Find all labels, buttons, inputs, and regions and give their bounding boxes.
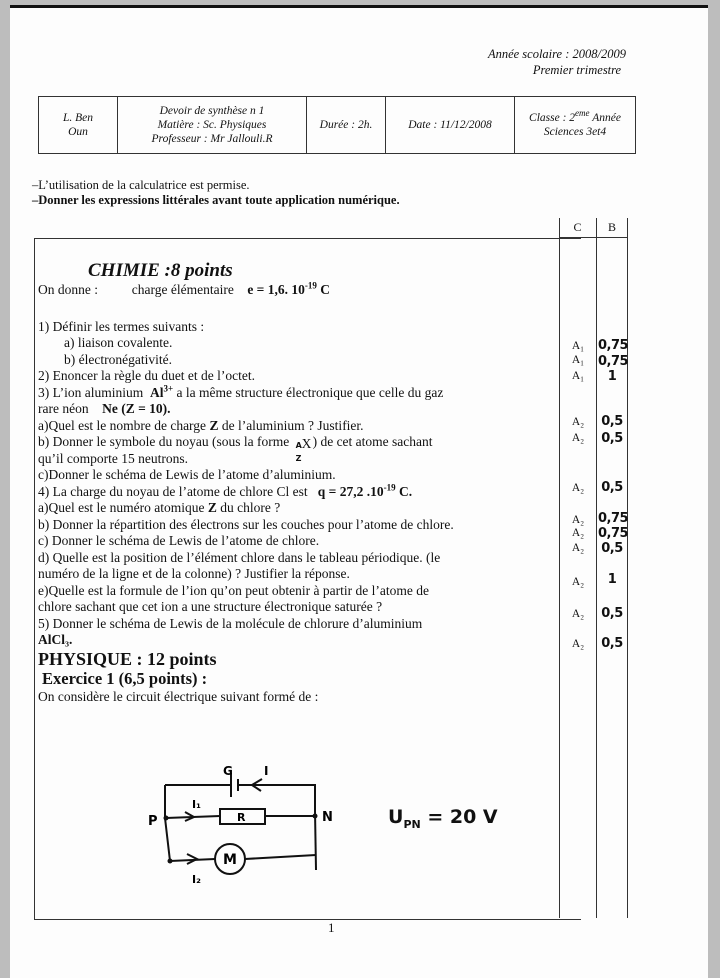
grade-b-6: 0,5 xyxy=(601,480,623,495)
question-4e-cont: chlore sachant que cet ion a une structure électronique saturée ? xyxy=(38,599,383,614)
trimester: Premier trimestre xyxy=(532,63,622,77)
z-symbol: Z xyxy=(209,417,219,433)
grade-b-8: 0,75 xyxy=(598,526,629,541)
label-P: P xyxy=(148,814,158,829)
label-I2: I₂ xyxy=(192,873,201,886)
label-N: N xyxy=(322,810,333,825)
label-G: G xyxy=(223,764,233,778)
grade-b-11: 0,5 xyxy=(601,606,623,621)
given-data xyxy=(38,282,558,299)
page-number: 1 xyxy=(328,920,335,935)
grade-c-4: A₂ xyxy=(571,416,585,428)
question-4a xyxy=(38,500,558,517)
given-exponent: -19 xyxy=(304,280,317,291)
school-cell xyxy=(39,97,118,154)
question-4d-cont: numéro de la ligne et de la colonne) ? Justifier la réponse. xyxy=(38,566,350,581)
question-3b-cont: qu’il comporte 15 neutrons. xyxy=(38,450,188,466)
q3a-text-a: a)Quel est le nombre de charge xyxy=(38,417,207,433)
neon-formula: Ne (Z = 10). xyxy=(102,401,171,416)
question-3-cont xyxy=(38,401,558,418)
column-b-header: B xyxy=(597,218,627,238)
physique-title: PHYSIQUE : 12 points xyxy=(38,648,217,669)
q4-exponent: -19 xyxy=(383,482,396,492)
exercise-1-title: Exercice 1 (6,5 points) : xyxy=(42,668,208,688)
school-name-1: L. Ben xyxy=(62,112,94,124)
voltage-sub: PN xyxy=(403,817,421,831)
exercise-1-intro: On considère le circuit électrique suivant formé de : xyxy=(38,688,319,704)
school-name-2: Oun xyxy=(68,126,88,138)
q4-value: q = 27,2 .10 xyxy=(317,483,384,499)
grade-c-11: A₂ xyxy=(571,608,585,620)
class-cell xyxy=(515,97,636,154)
instruction-calculator: –L’utilisation de la calculatrice est permise. xyxy=(32,178,250,192)
grade-c-6: A₂ xyxy=(571,482,585,494)
question-4c: c) Donner le schéma de Lewis de l’atome de chlore. xyxy=(38,533,320,548)
grade-c-1: A₁ xyxy=(571,340,585,352)
class-prefix: Classe : 2 xyxy=(529,112,576,124)
question-3a xyxy=(38,418,558,435)
exam-header-table xyxy=(38,96,636,154)
al-ion: Al xyxy=(150,384,164,400)
grade-b-2: 0,75 xyxy=(598,354,629,369)
node-bottom-dot xyxy=(168,859,173,864)
class-section: Sciences 3et4 xyxy=(543,126,607,138)
label-I: I xyxy=(264,764,269,778)
given-text: charge élémentaire xyxy=(131,282,234,297)
chimie-title: CHIMIE :8 points xyxy=(88,260,233,281)
question-5-formula: AlCl₃. xyxy=(38,632,73,647)
q4-unit: C. xyxy=(395,483,413,499)
node-P-dot xyxy=(164,816,169,821)
voltage-value: = 20 V xyxy=(427,806,498,828)
question-5: 5) Donner le schéma de Lewis de la molécule de chlorure d’aluminium xyxy=(38,615,423,631)
question-1: 1) Définir les termes suivants : xyxy=(38,318,205,334)
question-2: 2) Enoncer la règle du duet et de l’octet. xyxy=(38,368,256,383)
question-4b: b) Donner la répartition des électrons sur les couches pour l’atome de chlore. xyxy=(38,516,454,532)
z-symbol-2: Z xyxy=(207,500,217,515)
q3-text-b: a la même structure électronique que celle du gaz xyxy=(176,384,444,400)
voltage-upn xyxy=(388,806,498,831)
grade-b-12: 0,5 xyxy=(601,636,623,651)
grade-b-1: 0,75 xyxy=(598,338,629,353)
label-R: R xyxy=(237,811,246,824)
label-M: M xyxy=(223,852,237,868)
question-4d: d) Quelle est la position de l’élément chlore dans le tableau périodique. (le xyxy=(38,549,441,565)
q4-text: 4) La charge du noyau de l’atome de chlore Cl est xyxy=(38,483,308,499)
wire-right xyxy=(315,811,316,870)
given-label: On donne : xyxy=(38,282,98,297)
grade-b-9: 0,5 xyxy=(601,541,623,556)
exam-title: Devoir de synthèse n 1 xyxy=(159,105,265,117)
question-4e: e)Quelle est la formule de l’ion qu’on peut obtenir à partir de l’atome de xyxy=(38,582,429,598)
exam-date: Date : 11/12/2008 xyxy=(386,97,515,154)
question-3 xyxy=(38,385,558,402)
grade-c-5: A₂ xyxy=(571,432,585,444)
class-sup: eme xyxy=(575,108,590,119)
column-c-header: C xyxy=(559,218,596,238)
grade-c-8: A₂ xyxy=(571,527,585,539)
given-unit: C xyxy=(316,282,330,297)
wire-left xyxy=(165,785,170,861)
q3a-text-b: de l’aluminium ? Justifier. xyxy=(221,417,364,433)
school-year-block xyxy=(488,46,626,78)
branch-motor-right xyxy=(245,855,316,859)
voltage-label: U xyxy=(388,806,404,828)
questions xyxy=(38,260,558,705)
duration: Durée : 2h. xyxy=(307,97,386,154)
q4a-text-b: du chlore ? xyxy=(220,500,281,515)
q3-text-a: 3) L’ion aluminium xyxy=(38,384,144,400)
school-year: Année scolaire : 2008/2009 xyxy=(487,47,626,61)
q3b-text-b: ) de cet atome sachant xyxy=(312,434,433,449)
question-1b: b) électronégativité. xyxy=(64,351,172,367)
grade-b-10: 1 xyxy=(607,572,617,587)
grade-c-9: A₂ xyxy=(571,542,585,554)
node-N-dot xyxy=(313,814,318,819)
q4a-text-a: a)Quel est le numéro atomique xyxy=(38,500,205,515)
instruction-expressions: –Donner les expressions littérales avant toute application numérique. xyxy=(32,193,400,207)
grade-b-4: 0,5 xyxy=(601,414,623,429)
grade-c-12: A₂ xyxy=(571,638,585,650)
grade-c-3: A₁ xyxy=(571,370,585,382)
exam-page xyxy=(10,5,708,978)
al-charge: 3+ xyxy=(163,383,174,393)
instructions xyxy=(32,178,400,208)
exam-info-cell xyxy=(118,97,307,154)
grade-c-2: A₁ xyxy=(571,354,585,366)
teacher: Professeur : Mr Jallouli.R xyxy=(151,133,273,145)
given-value: e = 1,6. 10 xyxy=(247,282,305,297)
q3b-text-a: b) Donner le symbole du noyau (sous la forme xyxy=(38,434,290,449)
label-I1: I₁ xyxy=(192,798,201,811)
arrow-I2 xyxy=(187,854,197,864)
subject: Matière : Sc. Physiques xyxy=(157,119,267,131)
circuit-diagram xyxy=(130,763,350,893)
class-suffix: Année xyxy=(589,112,621,124)
nucleus-z: Z xyxy=(295,454,302,463)
question-1a: a) liaison covalente. xyxy=(64,335,173,350)
column-c xyxy=(559,218,597,918)
grade-c-10: A₂ xyxy=(571,576,585,588)
nucleus-x: X xyxy=(301,436,312,451)
nucleus-a: A xyxy=(295,441,302,450)
q3-text-c: rare néon xyxy=(38,401,89,416)
grade-c-7: A₂ xyxy=(571,514,585,526)
column-b xyxy=(596,218,628,918)
grade-b-3: 1 xyxy=(607,369,617,384)
question-4 xyxy=(38,484,558,501)
grade-b-5: 0,5 xyxy=(601,431,623,446)
question-3c: c)Donner le schéma de Lewis de l’atome d’aluminium. xyxy=(38,467,336,482)
grade-b-7: 0,75 xyxy=(598,511,629,526)
wire-top-right xyxy=(238,785,315,811)
